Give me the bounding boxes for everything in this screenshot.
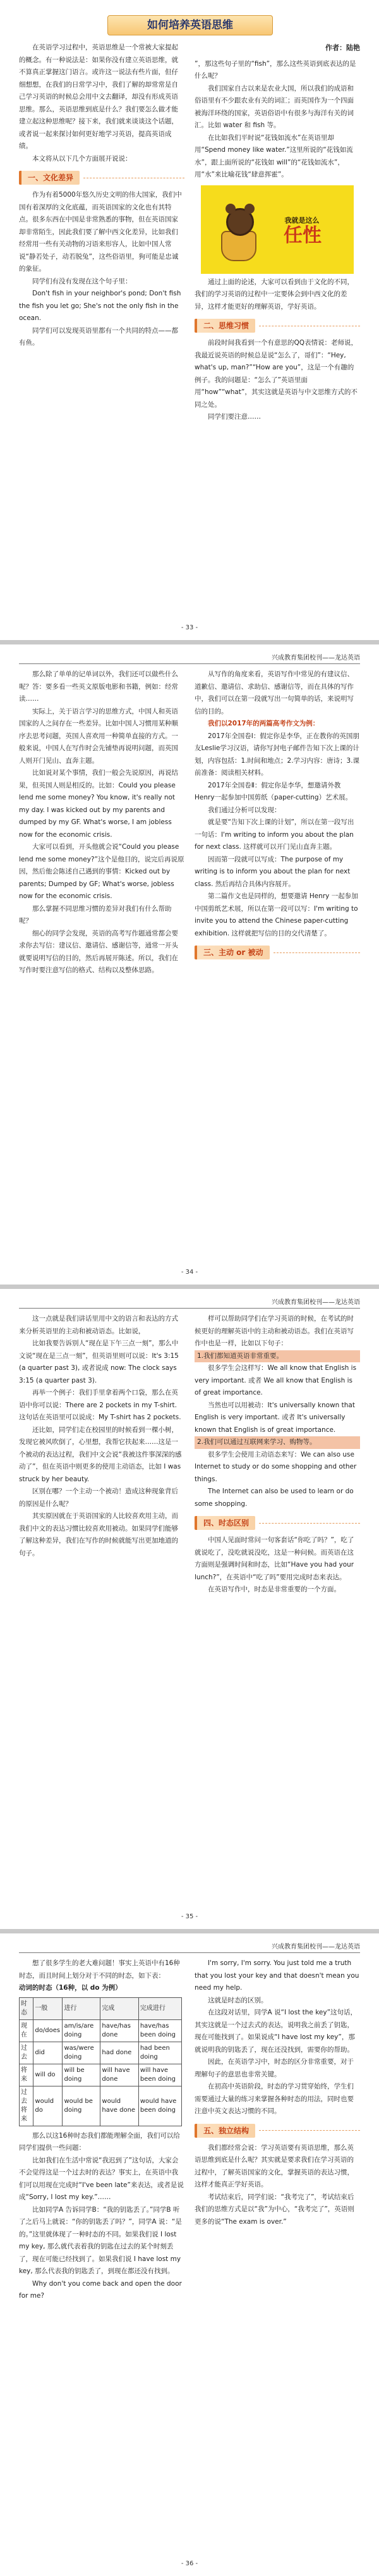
paragraph: 同学们有没有发现在这个句子里： (32, 277, 132, 285)
right-column (195, 1957, 360, 2551)
paragraph: 这就是时态的区别。 (208, 1996, 268, 2004)
paragraph: 这一点就是我们讲话里用中文的语言和表达的方式来分析英语里的主动和被动语态。比如说， (19, 1315, 178, 1335)
running-header: 兴成教育集团校刊——龙达英语 (19, 652, 360, 664)
paragraph: 再举一个例子：我们手里拿着两个口袋，那么在英语中你可以说：There are 2 pockets in my T-shirt. 这句话在英语里可以说成：My T-shirt has 2 pockets. (19, 1389, 181, 1421)
paragraph: ”，那这些句子里的“fish”，那么这些英语到底表达的是什么呢？ (195, 59, 356, 80)
table-cell: had done (100, 2042, 138, 2064)
table-row (20, 2064, 182, 2086)
section-heading (195, 318, 360, 333)
page-36 (0, 1933, 379, 2576)
dashed-rule (259, 2130, 360, 2131)
column-header: 完成进行 (138, 1997, 181, 2019)
table-cell: would have been doing (138, 2086, 181, 2126)
paragraph: 同学们可以发现英语里都有一个共同的特点——都有鱼。 (19, 326, 178, 347)
paragraph: 那么除了单单的记单词以外，我们还可以做些什么呢？答：要多看一些英文原版电影和书籍，例如：经常读…… (19, 670, 178, 703)
page-number: - 33 - (181, 624, 198, 631)
paragraph: 区别在哪？一个主动一个被动！造成这种现象背后的原因是什么呢？ (19, 1488, 178, 1508)
column-header: 一般 (33, 1997, 63, 2019)
paragraph: 我们都经常会说：学习英语要有英语思维，那么英语思维到底是什么呢？其实就是要求我们在学习英语的过程中，了解英语国家的文化，掌握英语的表达习惯，这样才能真正学好英语。 (195, 2143, 354, 2188)
dashed-rule (274, 952, 360, 953)
column-header: 进行 (63, 1997, 100, 2019)
table-caption: 动词的时态（16种，以 do 为例） (19, 1984, 122, 1992)
sticker-caption: 我就是这么 (284, 216, 320, 225)
table-cell: will do (33, 2064, 63, 2086)
right-column (195, 42, 360, 615)
paragraph: 在英语写作中，时态是非常重要的一个方面。 (208, 1586, 340, 1593)
cartoon-sticker-image (201, 185, 354, 274)
paragraph: 2017年全国卷Ⅱ：假定你是李华，想邀请外教Henry一起参加中国剪纸（paper-cutting）艺术展。 (195, 781, 352, 801)
table-cell: have/has been doing (138, 2019, 181, 2042)
table-cell: did (33, 2042, 63, 2064)
paragraph: I'm sorry, I'm sorry. You just told me a truth that you lost your key and that doesn't mean you need my help. (195, 1959, 359, 1992)
table-cell: would be doing (63, 2086, 100, 2126)
right-column (195, 669, 360, 1259)
section-heading (195, 1515, 360, 1531)
paragraph: 同学们要注意…… (208, 413, 261, 421)
paragraph: 我们国家自古以来是农业大国，所以我们的成语和俗语里有不少跟农业有关的词汇；而英国作为一个四面被海洋环绕的国家，英语俗语中有很多与海洋有关的词汇。比如 water 和 fish 等。 (195, 84, 354, 129)
paragraph: 作为有着5000年悠久历史文明的伟大国家，我们中国有着深厚的文化底蕴，而英语国家的文化也有其特点。很多东西在中国是非常熟悉的事物，但在英语国家却非常陌生，因此我们要了解中西文化差异，比如我们经常用一些有关动物的习语来形容人，比如中国人常说“静若处子，动若脱兔”，这些俗语里，狗可能是忠诚的象征。 (19, 191, 182, 273)
paragraph: 那么掌握不同思维习惯的差异对我们有什么帮助呢？ (19, 904, 172, 925)
paragraph: 其实原因就在于英语国家的人比较喜欢用主动，而我们中文的表达习惯比较喜欢用被动。如果同学们能够了解这种差异，我们在写作的时候就能写出更加地道的句子。 (19, 1512, 178, 1557)
paragraph: 比如同学A 告诉同学B：“我的钥匙丢了。”同学B 听了之后马上就说：“你的钥匙丢了吗？”，同学A 说：“是的。”这里就体现了一种时态的不同。如果我们说 I lost my key, 那么就代表着我的钥匙在过去的某个时刻丢了，现在可能已经找到了。如果我们说 I have lost my key, 那么代表我的钥匙丢了，到现在都还没有找到。 (19, 2205, 182, 2275)
paragraph: 想了很多学生的老大难问题！事实上英语中有16种时态，而且时间上划分对于不同的时态，如下表： (19, 1959, 180, 1980)
page-number: - 36 - (181, 2560, 198, 2567)
table-row (20, 2086, 182, 2126)
table-cell: would have done (100, 2086, 138, 2126)
paragraph: 很多学生会这样写：We all know that English is very important. 或者 We all know that English is of great importance. (195, 1364, 357, 1396)
section-label: 二、思维习惯 (195, 319, 255, 333)
paragraph: 中国人见面时常问一句客套话“你吃了吗？”，吃了就说吃了，没吃就说没吃，这是一种问候。而英语在这方面则是强调时间和时态，比如“Have you had your lunch?”，在英语中“吃了吗”要用完成时态来表达。 (195, 1536, 354, 1581)
table-row (20, 2042, 182, 2064)
section-label: 四、时态区别 (195, 1516, 255, 1530)
table-cell: will have done (100, 2064, 138, 2086)
tense-table (19, 1997, 182, 2126)
paragraph: 在初高中英语阶段，时态的学习贯穿始终，学生们需要通过大量的练习来掌握各种时态的用法，同时也要注意中英文表达习惯的不同。 (195, 2083, 354, 2115)
page-columns (19, 669, 360, 1259)
table-cell: do/does (33, 2019, 63, 2042)
mouse-head-icon (226, 208, 254, 236)
example-heading: 2.我们可以通过互联网来学习、购物等。 (195, 1436, 360, 1449)
table-cell: 过去 (20, 2042, 33, 2064)
paragraph: 当然也可以用被动：It's universally known that English is very important. 或者 It's universally known that English is of great importance. (195, 1401, 355, 1434)
paragraph: 比如我们在生活中常说“我迟到了”这句话，大家会不会觉得这是一个过去时的表达？事实上，在英语中我们可以用现在完成时“I've been late”来表达，或者是说成“Sorry, I lost my key.”…… (19, 2156, 184, 2201)
section-label: 三、主动 or 被动 (195, 946, 270, 959)
paragraph: 本文将从以下几个方面展开说说： (32, 154, 132, 163)
column-header: 完成 (100, 1997, 138, 2019)
paragraph: 因而第一段就可以写成：The purpose of my writing is to inform you about the plan for next class. 然后再结合具体内容展开。 (195, 855, 351, 888)
left-column (19, 1957, 184, 2551)
paragraph: 从写作的角度来看，英语写作中常见的有建议信、道歉信、邀请信、求助信、感谢信等，而在具体的写作中，我们可以在第一段就写出一句简单的话，来说明写信的目的。 (195, 670, 354, 715)
paragraph: 我们以2017年的两篇高考作文为例： (208, 720, 320, 727)
example-heading: 1.我们都知道英语非常重要。 (195, 1350, 360, 1363)
paragraph: Why don't you come back and open the door for me? (19, 2279, 182, 2300)
page-33 (0, 0, 379, 640)
paragraph: 很多学生会使用主动语态来写：We can also use Internet to study or do some shopping and other things. (195, 1450, 357, 1483)
article-title: 如何培养英语思维 (107, 15, 273, 35)
left-column (19, 42, 184, 615)
page-34 (0, 644, 379, 1285)
table-cell: 过去将来 (20, 2086, 33, 2126)
table-cell: will have been doing (138, 2064, 181, 2086)
column-header: 时态 (20, 1997, 33, 2019)
paragraph: 还比如，同学们走在校园里的时候看到一棵小树，发现它被风吹倒了，心里想，我帮它扶起来……这是一个被动的表达过程，我们中文会说“我被这件事深深的感动了”，但在英语中则更多的使用主动语态，比如 I was struck by her beauty. (19, 1426, 182, 1483)
paragraph: 实际上，关于语言学习的思维方式，中国人和英语国家的人之间存在一些差异。比如中国人习惯用某种顺序去思考问题，英国人喜欢用一种简单直接的方式。一般来说，中国人在写作时会先铺垫再说明问题，而英国人则开门见山、直奔主题。 (19, 707, 178, 765)
paragraph: 样可以帮助同学们在学习英语的时候，在考试的时候更好的理解英语中的主动和被动语态。我们在英语写作中也是一样，比如以下句子： (195, 1315, 354, 1347)
paragraph: 第二篇作文也是同样的，想要邀请 Henry 一起参加中国剪纸艺术展，所以在第一段可以写：I'm writing to invite you to attend the Chinese paper-cutting exhibition. 这样就把写信的目的交代清楚了。 (195, 892, 358, 937)
table-cell: am/is/are doing (63, 2019, 100, 2042)
left-column (19, 1313, 184, 1904)
table-header-row (20, 1997, 182, 2019)
table-cell: have/has done (100, 2019, 138, 2042)
table-cell: 现在 (20, 2019, 33, 2042)
table-cell: had been doing (138, 2042, 181, 2064)
left-column (19, 669, 184, 1259)
table-cell: was/were doing (63, 2042, 100, 2064)
table-row (20, 2019, 182, 2042)
page-number: - 34 - (181, 1269, 198, 1276)
section-label: 一、文化差异 (19, 171, 80, 185)
table-cell: 将来 (20, 2064, 33, 2086)
paragraph: 通过上面的论述，大家可以看到由于文化的不同，我们的学习英语的过程中一定要体会到中西文化的差异，这样才能更好的理解英语，学好英语。 (195, 278, 354, 311)
paragraph: 在比如我们平时说“花钱如流水”在英语里却用“Spend money like water.”这里所说的“花钱如流水”，跟上面所说的“花钱如 will”的“花钱如流水”，用“水”来比喻花钱“肆意挥霍”。 (195, 133, 353, 178)
paragraph: 比如说对某个事情，我们一般会先说原因，再说结果，但英国人则是相反的。比如：Could you please lend me some money? You know, it's really not my day. I was kicked out by my parents and dumped by my GF. What's worse, I am jobless now for the economic crisis. (19, 769, 178, 839)
page-35 (0, 1289, 379, 1929)
page-columns (19, 1313, 360, 1904)
page-columns (19, 1957, 360, 2551)
paragraph: 比如我要告诉别人“现在是下午三点一刻”，那么中文说“现在是三点一刻”，但英语里则可以说：It's 3:15 (a quarter past 3), 或者说成 now: The clock says 3:15 (a quarter past 3). (19, 1340, 179, 1384)
right-column (195, 1313, 360, 1904)
running-header: 兴成教育集团校刊——龙达英语 (19, 1297, 360, 1309)
paragraph: Don't fish in your neighbor's pond; Don't fish the fish you let go; She's not the only fish in the ocean. (19, 290, 181, 322)
running-header: 兴成教育集团校刊——龙达英语 (19, 1941, 360, 1953)
paragraph: 细心的同学会发现，英语的高考写作题通常都会要求你去写信：建议信、邀请信、感谢信等，通常一开头就要说明写信的目的，然后再展开陈述。所以，我们在写作时要注意写信的格式、结构以及整体思路。 (19, 929, 178, 974)
table-cell: would do (33, 2086, 63, 2126)
sticker-big-text: 任性 (284, 224, 322, 247)
paragraph: 就是要“告知下次上课的计划”，所以在第一段写出一句话：I'm writing to inform you about the plan for next class. 这样就可以开门见山直奔主题。 (195, 818, 354, 851)
paragraph: 因此，在英语学习中，时态的区分非常重要，对于理解句子的意思也非常关键。 (195, 2058, 354, 2078)
paragraph: 前段时间我看到一个有意思的QQ表情说：老师说，我最近说英语的时候总是说“怎么了，哥们”：“Hey, what's up, man?”“How are you”，这是一个有趣的例子。我的问题是：“怎么了”英语里面用“how”“what”，其实这就是英语与中文思维方式的不同之处。 (195, 339, 358, 409)
page-columns (19, 42, 360, 615)
section-heading (195, 945, 360, 960)
paragraph: 2017年全国卷Ⅰ：假定你是李华，正在教你的英国朋友Leslie学习汉语，请你写封电子邮件告知下次上课的计划，内容包括：1.时间和地点；2.学习内容：唐诗；3.课前准备：阅读相关材料。 (195, 732, 360, 777)
paragraph: 在这段对话里，同学A 说“I lost the key”这句话，其实这就是一个过去式的表达，说明我之前丢了钥匙，现在可能找到了。如果说成“I have lost my key”，那就说明我的钥匙丢了，现在还没找到，需要你的帮助。 (195, 2009, 358, 2054)
section-heading (19, 170, 184, 185)
paragraph: 在英语学习过程中，英语思维是一个常被大家提起的概念。有一种说法是：如果你没有建立英语思维，就不算真正掌握这门语言。或许这一说法有些片面，但仔细想想，在我们的日常学习中，我们了解的却常常是自己学习英语的时候总会用中文去翻译，却没有形成英语思维。那么，英语思维到底是什么？我们要怎么做才能建立起这种思维呢？接下来，我们就来谈谈这个话题，或者说一起来探讨如何更好地学习英语，提高英语成绩。 (19, 44, 178, 150)
paragraph: 那么以这16种时态我们都能理解全面，我们可以给同学们提供一些问题： (19, 2131, 180, 2152)
section-heading (195, 2123, 360, 2138)
paragraph: The Internet can also be used to learn or do some shopping. (195, 1488, 354, 1508)
table-cell: will be doing (63, 2064, 100, 2086)
author-byline: 作者：陆艳 (325, 44, 360, 52)
paragraph: 我们通过分析可以发现： (208, 806, 281, 814)
paragraph: 大家可以看到，开头他就会说“Could you please lend me some money?”这个是他目的，说完后再说原因，然后他会陈述自己遇到的事情：Kicked out by parents; Dumped by GF; What's worse, jobless now for the economic crisis. (19, 843, 184, 900)
section-label: 五、独立结构 (195, 2124, 255, 2138)
dashed-rule (259, 1523, 360, 1524)
paragraph: 考试结束后，同学们说：“我考完了”，考试结束后我们的思维方式是以“我”为中心，“我考完了”，英语则更多的说“The exam is over.” (195, 2193, 354, 2226)
page-number: - 35 - (181, 1913, 198, 1920)
